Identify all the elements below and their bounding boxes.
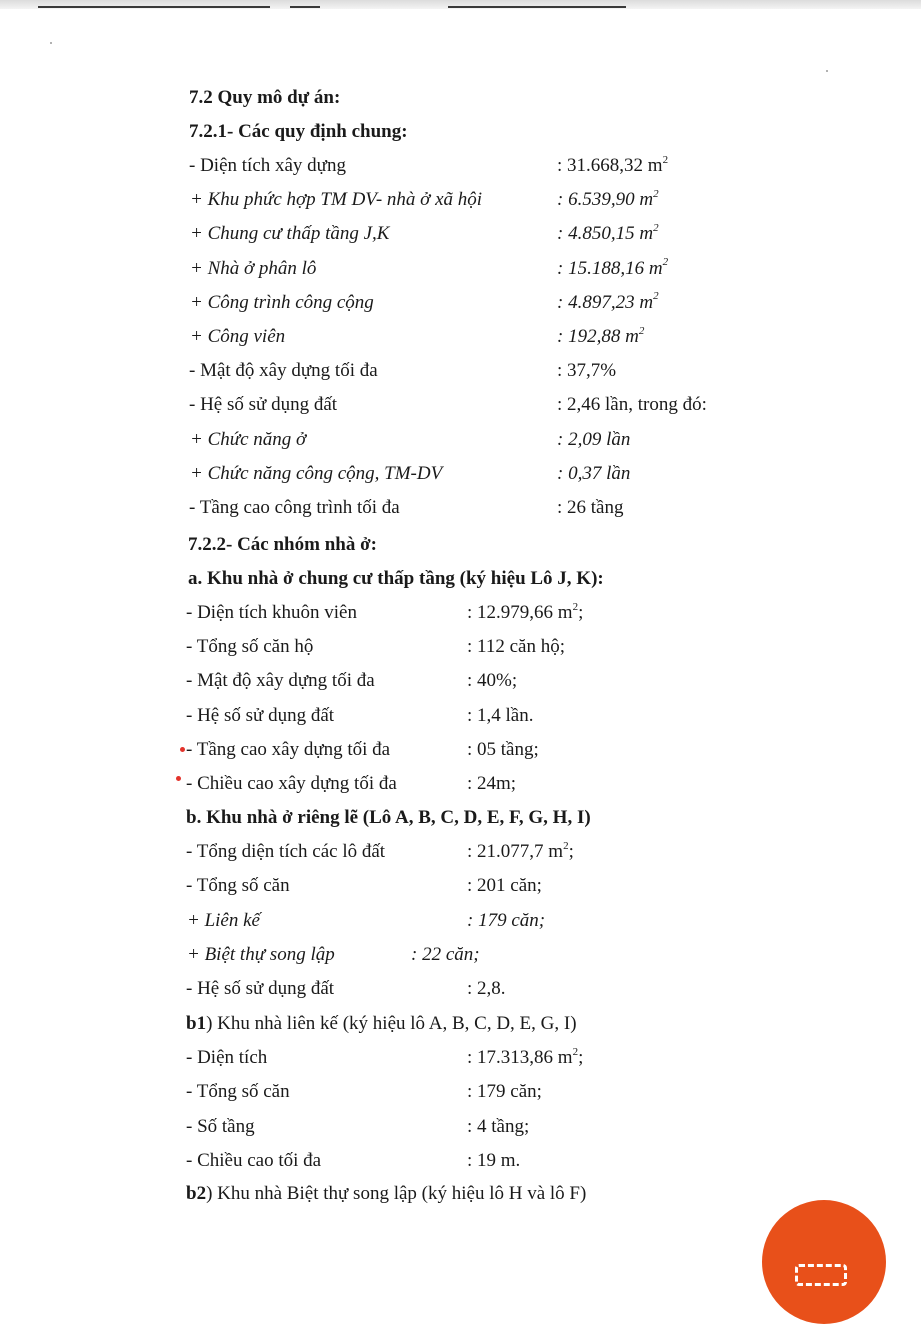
row-value — [557, 428, 630, 452]
row-value — [467, 1046, 583, 1070]
value-text: : 26 tầng — [557, 497, 624, 518]
row-label: - Hệ số sử dụng đất — [189, 394, 338, 416]
row-label: + Biệt thự song lập — [187, 943, 335, 965]
row-value — [467, 738, 539, 762]
value-text: : 21.077,7 m — [467, 841, 564, 862]
row-label: - Chiều cao tối đa — [186, 1149, 322, 1171]
value-text: : 37,7% — [557, 360, 617, 382]
floating-action-button[interactable] — [762, 1200, 886, 1324]
row-label: - Tổng số căn — [186, 1081, 290, 1103]
value-text: : 31.668,32 m — [557, 155, 663, 176]
row-label: - Hệ số sử dụng đất — [186, 978, 335, 1000]
row-value — [411, 943, 480, 967]
value-text: : 24m; — [467, 773, 517, 794]
top-scan-edge — [0, 0, 921, 9]
value-text: : 112 căn hộ; — [467, 636, 565, 658]
unit-superscript: 2 — [653, 187, 659, 200]
scan-speck — [50, 42, 52, 44]
value-text: : 05 tầng; — [467, 738, 539, 760]
value-text: : 192,88 m — [557, 326, 639, 347]
row-value — [557, 496, 624, 520]
red-mark — [180, 747, 185, 752]
row-value — [557, 462, 630, 486]
row-value — [557, 291, 659, 315]
select-region-icon — [795, 1264, 847, 1286]
row-label: - Tổng số căn — [186, 875, 290, 897]
row-label: + Chức năng ở — [190, 428, 307, 450]
value-text: : 201 căn; — [467, 875, 542, 897]
unit-superscript: 2 — [572, 600, 579, 613]
value-text: : 179 căn; — [467, 1081, 542, 1103]
value-text: : 19 m. — [467, 1149, 521, 1171]
row-value — [557, 222, 659, 246]
value-text: : 179 căn; — [467, 909, 546, 931]
value-text: : 17.313,86 m — [467, 1047, 573, 1068]
row-label: - Mật độ xây dựng tối đa — [186, 670, 375, 692]
group-b1-title — [186, 1012, 577, 1036]
row-value — [557, 393, 707, 417]
group-a-title: a. Khu nhà ở chung cư thấp tầng (ký hiệu Lô J, K): — [188, 568, 604, 589]
row-label: - Tổng số căn hộ — [186, 636, 314, 658]
scan-line — [448, 6, 626, 8]
row-value — [467, 909, 545, 933]
group-b2-prefix: b2 — [186, 1183, 207, 1204]
row-value — [467, 840, 574, 864]
unit-superscript: 2 — [662, 256, 669, 269]
value-text: : 12.979,66 m — [467, 602, 573, 623]
row-label: - Diện tích — [186, 1047, 268, 1068]
scan-line — [290, 6, 320, 8]
value-text: : 2,8. — [467, 978, 506, 1000]
row-label: - Tầng cao xây dựng tối đa — [186, 738, 391, 760]
value-tail: ; — [578, 1047, 584, 1068]
value-text: : 40%; — [467, 670, 518, 692]
value-text: : 22 căn; — [411, 943, 480, 965]
row-label: - Mật độ xây dựng tối đa — [189, 360, 378, 382]
group-b-title: b. Khu nhà ở riêng lẽ (Lô A, B, C, D, E, F, G, H, I) — [186, 807, 591, 828]
group-b2-text: ) Khu nhà Biệt thự song lập (ký hiệu lô H và lô F) — [206, 1183, 587, 1204]
value-text: : 15.188,16 m — [557, 257, 663, 279]
row-label: - Tổng diện tích các lô đất — [186, 841, 386, 862]
section-heading: 7.2 Quy mô dự án: — [189, 87, 341, 108]
group-b1-prefix: b1 — [186, 1013, 207, 1034]
value-tail: ; — [568, 841, 574, 862]
row-value — [467, 977, 506, 1001]
row-value — [467, 874, 542, 898]
value-tail: ; — [578, 602, 584, 623]
row-value — [467, 1115, 529, 1139]
scan-speck — [826, 70, 828, 72]
row-value — [467, 1080, 542, 1104]
row-label: + Chung cư thấp tầng J,K — [190, 223, 390, 245]
row-label: + Liên kế — [187, 909, 260, 931]
row-value — [557, 325, 644, 349]
value-text: : 1,4 lần. — [467, 704, 534, 726]
row-label: - Tầng cao công trình tối đa — [189, 497, 400, 518]
row-value — [557, 154, 668, 178]
value-text: : 4.850,15 m — [557, 223, 654, 245]
row-value — [467, 635, 565, 659]
unit-superscript: 2 — [572, 1045, 579, 1058]
value-text: : 4 tầng; — [467, 1115, 530, 1137]
row-label: - Chiều cao xây dựng tối đa — [186, 773, 397, 794]
value-text: : 0,37 lần — [557, 462, 631, 484]
row-value — [557, 188, 659, 212]
row-label: - Diện tích xây dựng — [189, 155, 346, 176]
scan-line — [38, 6, 270, 8]
value-text: : 2,46 lần, trong đó: — [557, 394, 707, 416]
unit-superscript: 2 — [653, 222, 659, 235]
row-value — [467, 601, 583, 625]
row-label: - Số tầng — [186, 1115, 255, 1137]
unit-superscript: 2 — [662, 153, 669, 166]
unit-superscript: 2 — [563, 839, 569, 852]
value-text: : 2,09 lần — [557, 428, 631, 450]
row-value — [557, 359, 616, 383]
row-label: + Khu phức hợp TM DV- nhà ở xã hội — [190, 189, 483, 211]
row-value — [467, 1149, 520, 1173]
unit-superscript: 2 — [638, 324, 645, 337]
row-value — [467, 669, 517, 693]
row-value — [467, 704, 534, 728]
row-label: + Công trình công cộng — [190, 291, 374, 313]
group-b1-text: ) Khu nhà liên kế (ký hiệu lô A, B, C, D, E, G, I) — [206, 1013, 577, 1034]
subsection-title: 7.2.2- Các nhóm nhà ở: — [188, 534, 377, 555]
value-text: : 6.539,90 m — [557, 189, 654, 211]
row-value — [467, 772, 516, 796]
row-label: - Hệ số sử dụng đất — [186, 704, 335, 726]
row-label: - Diện tích khuôn viên — [186, 602, 357, 623]
value-text: : 4.897,23 m — [557, 291, 654, 313]
row-label: + Chức năng công cộng, TM-DV — [190, 462, 443, 484]
row-value — [557, 257, 668, 281]
unit-superscript: 2 — [653, 290, 659, 303]
group-b2-title — [186, 1182, 586, 1206]
subsection-title: 7.2.1- Các quy định chung: — [189, 121, 408, 142]
row-label: + Công viên — [190, 326, 286, 347]
red-mark — [176, 776, 181, 781]
row-label: + Nhà ở phân lô — [190, 257, 317, 279]
